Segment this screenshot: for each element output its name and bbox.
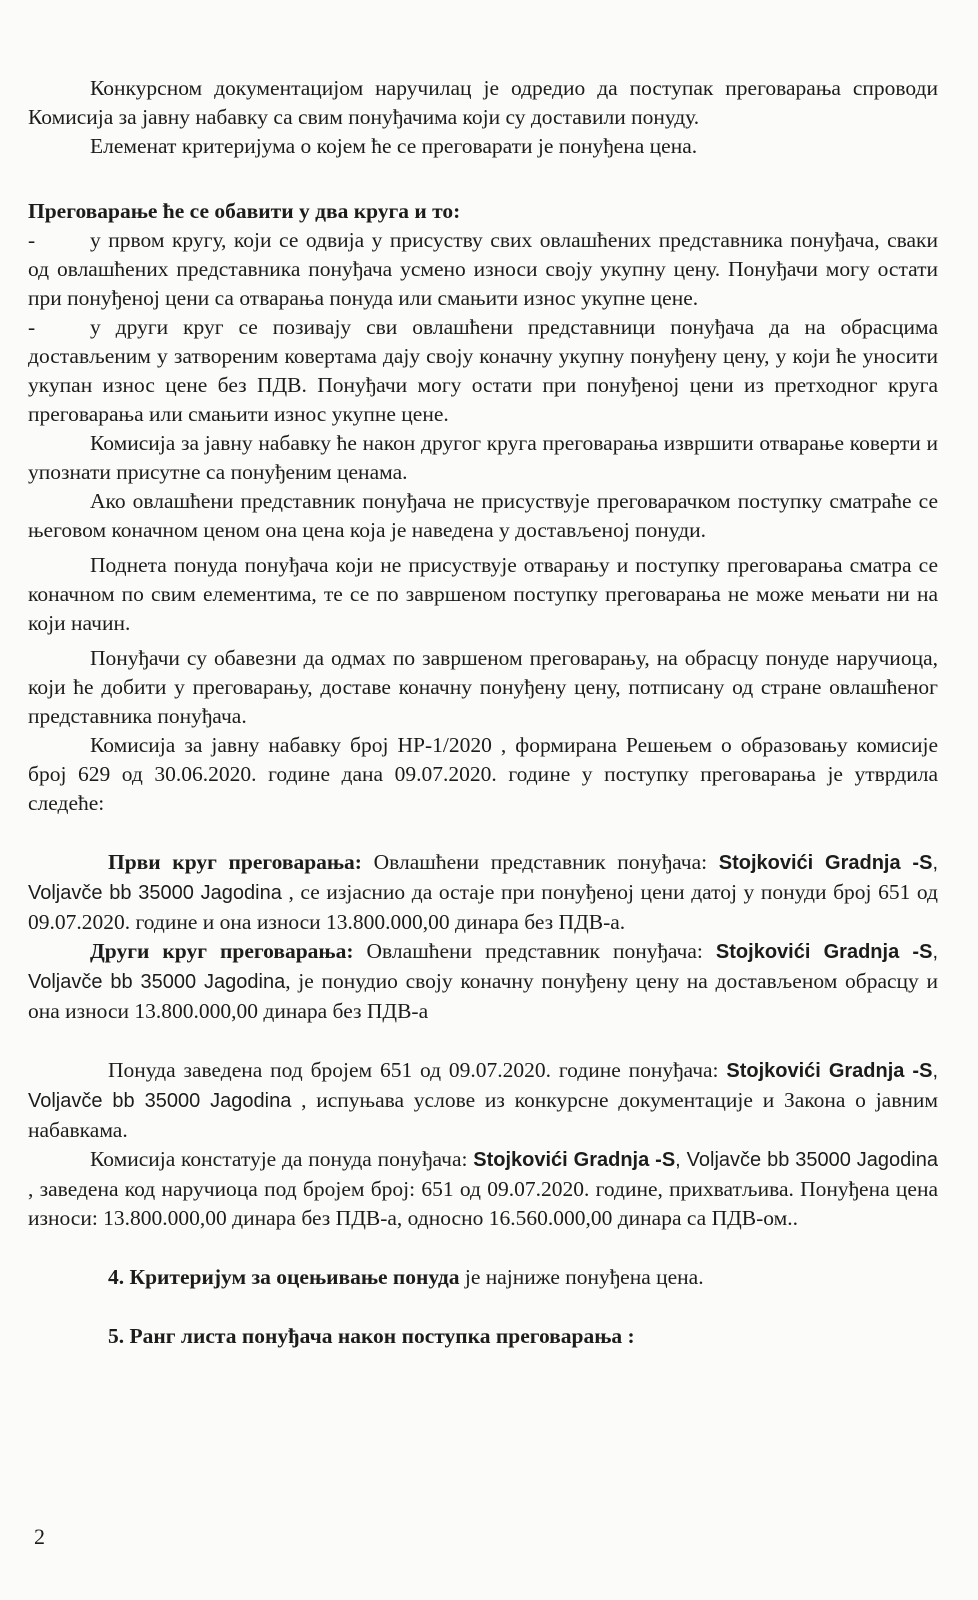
paragraph-first-round-result: Први круг преговарања: Овлашћени представник понуђача: Stojkovići Gradnja -S, Voljavče bb 35000 Jagodina , се изјаснио да остаје при понуђеној цени датој у понуди број 651 од 09.07.2020. године и она износи 13.800.000,00 динара без ПДВ-а. [28,850,938,934]
bullet-first-round [28,226,938,313]
paragraph-offer-compliance: Понуда заведена под бројем 651 од 09.07.2020. године понуђача: Stojkovići Gradnja -S, Voljavče bb 35000 Jagodina , испуњава услове из конкурсне документације и Закона о јавним набавкама. [28,1058,938,1142]
bullet-dash: - [28,315,36,339]
company-name: Stojkovići Gradnja -S [726,1060,933,1082]
section-4-text: је најниже понуђена цена. [459,1265,704,1289]
section-4 [28,1263,938,1292]
rounds-heading [28,197,938,226]
company-name: Stojkovići Gradnja -S [715,941,933,963]
section-5 [28,1322,938,1351]
second-round-label: Други круг преговарања: [90,939,354,963]
paragraph-second-round-result: Други круг преговарања: Овлашћени представник понуђача: Stojkovići Gradnja -S, Voljavče bb 35000 Jagodina, је понудио своју коначну понуђену цену на достављеном обрасцу и она износи 13.800.000,00 динара без ПДВ-а [28,939,939,1023]
paragraph-absent-representative: Ако овлашћени представник понуђача не присуствује преговарачком поступку сматраће се његовом коначном ценом она цена која је наведена у достављеној понуди. [28,489,938,542]
first-round-label: Први круг преговарања: [108,850,362,874]
company-address: , Voljavče bb 35000 Jagodina [675,1149,938,1171]
paragraph-obligations: Понуђачи су обавезни да одмах по завршеном преговарању, на обрасцу понуде наручиоца, који ће добити у преговарању, доставе коначну понуђену цену, потписану од стране овлашћеног представника понуђача. [28,646,938,728]
bullet-dash: - [28,228,36,252]
company-address: , Voljavče bb 35000 Jagodina [28,852,938,904]
paragraph-submitted-offer: Поднета понуда понуђача који не присуствује отварању и поступку преговарања сматра се коначном по свим елементима, те се по завршеном поступку преговарања не може мењати ни на који начин. [28,553,938,635]
rounds-heading-text: Преговарање ће се обавити у два круга и то: [28,199,461,223]
paragraph-criterion: Елеменат критеријума о којем ће се преговарати је понуђена цена. [90,134,698,158]
paragraph-commission-decision: Комисија за јавну набавку број НР-1/2020 , формирана Решењем о образовању комисије број 629 од 30.06.2020. године дана 09.07.2020. године у поступку преговарања је утврдила следеће: [28,733,938,815]
page-number: 2 [34,1524,45,1549]
company-name: Stojkovići Gradnja -S [473,1149,676,1171]
paragraph-envelopes: Комисија за јавну набавку ће након другог круга преговарања извршити отварање коверти и упознати присутне са понуђеним ценама. [28,431,938,484]
paragraph-intro: Конкурсном документацијом наручилац је одредио да поступак преговарања спроводи Комисија за јавну набавку са свим понуђачима који су доставили понуду. [28,76,938,129]
company-name: Stojkovići Gradnja -S [718,852,933,874]
section-4-heading: 4. Критеријум за оцењивање понуда [108,1265,460,1289]
bullet-first-round-text: у првом кругу, који се одвија у присуству свих овлашћених представника понуђача, сваки од овлашћених представника понуђача усмено износи своју укупну цену. Понуђачи могу остати при понуђеној цени са отварања понуда или смањити износ укупне цене. [28,228,938,310]
paragraph-commission-acceptance: Комисија констатује да понуда понуђача: Stojkovići Gradnja -S, Voljavče bb 35000 Jagodina , заведена код наручиоца под бројем број: 651 од 09.07.2020. године, прихватљива. Понуђена цена износи: 13.800.000,00 динара без ПДВ-а, односно 16.560.000,00 динара са ПДВ-ом.. [28,1147,938,1230]
section-5-heading: 5. Ранг листа понуђача након поступка преговарања : [108,1324,635,1348]
company-address: , Voljavče bb 35000 Jagodina [28,1060,938,1112]
bullet-second-round-text: у други круг се позивају сви овлашћени представници понуђача да на обрасцима достављеним у затвореним ковертама дају своју коначну укупну понуђену цену, у који ће уносити укупан износ цене без ПДВ. Понуђачи могу остати при понуђеној цени из претходног круга преговарања или смањити износ укупне цене. [28,315,938,426]
bullet-second-round [28,313,938,429]
company-address: , Voljavče bb 35000 Jagodina [28,941,938,993]
